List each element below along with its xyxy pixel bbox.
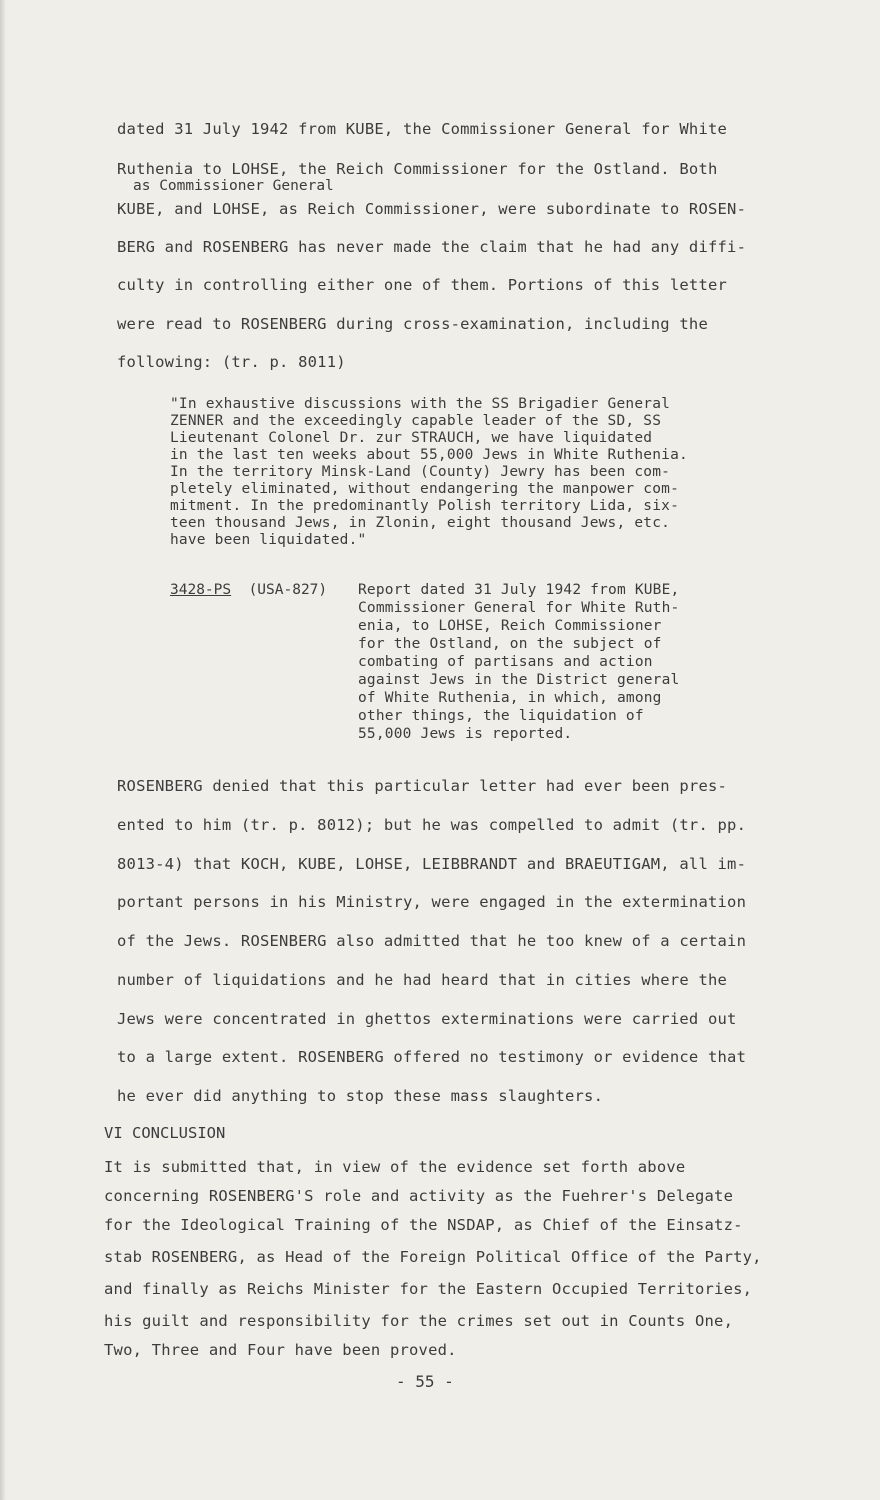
paragraph-1-line: following: (tr. p. 8011) bbox=[117, 353, 346, 371]
quote-line: mitment. In the predominantly Polish territory Lida, six- bbox=[170, 498, 679, 514]
conclusion-line: Two, Three and Four have been proved. bbox=[104, 1341, 457, 1359]
paragraph-2-line: to a large extent. ROSENBERG offered no testimony or evidence that bbox=[117, 1048, 747, 1066]
paragraph-1-line: dated 31 July 1942 from KUBE, the Commissioner General for White bbox=[117, 120, 728, 138]
paragraph-1-line: KUBE, and LOHSE, as Reich Commissioner, were subordinate to ROSEN- bbox=[117, 200, 747, 218]
paragraph-2-line: Jews were concentrated in ghettos exterminations were carried out bbox=[117, 1010, 737, 1028]
reference-description-line: combating of partisans and action bbox=[358, 654, 653, 670]
quote-line: ZENNER and the exceedingly capable leader of the SD, SS bbox=[170, 413, 662, 429]
paragraph-1-line: were read to ROSENBERG during cross-examination, including the bbox=[117, 315, 708, 333]
paragraph-2-line: number of liquidations and he had heard that in cities where the bbox=[117, 971, 728, 989]
conclusion-line: and finally as Reichs Minister for the Eastern Occupied Territories, bbox=[104, 1280, 753, 1298]
paragraph-2-line: ROSENBERG denied that this particular letter had ever been pres- bbox=[117, 777, 728, 795]
paragraph-1-line: BERG and ROSENBERG has never made the claim that he had any diffi- bbox=[117, 238, 747, 256]
reference-description-line: Report dated 31 July 1942 from KUBE, bbox=[358, 582, 680, 598]
document-code: 3428-PS bbox=[170, 582, 232, 598]
quote-line: In the territory Minsk-Land (County) Jewry has been com- bbox=[170, 464, 671, 480]
reference-description-line: of White Ruthenia, in which, among bbox=[358, 690, 662, 706]
page-number: - 55 - bbox=[396, 1372, 454, 1391]
quote-line: have been liquidated." bbox=[170, 532, 367, 548]
paragraph-2-line: he ever did anything to stop these mass slaughters. bbox=[117, 1087, 604, 1105]
conclusion-line: stab ROSENBERG, as Head of the Foreign Political Office of the Party, bbox=[104, 1248, 762, 1266]
paragraph-2-line: of the Jews. ROSENBERG also admitted that he too knew of a certain bbox=[117, 932, 747, 950]
quote-line: pletely eliminated, without endangering the manpower com- bbox=[170, 481, 679, 497]
reference-description-line: 55,000 Jews is reported. bbox=[358, 726, 573, 742]
quote-line: in the last ten weeks about 55,000 Jews in White Ruthenia. bbox=[170, 447, 688, 463]
paragraph-1-line: Ruthenia to LOHSE, the Reich Commissioner for the Ostland. Both bbox=[117, 160, 718, 178]
quote-line: Lieutenant Colonel Dr. zur STRAUCH, we have liquidated bbox=[170, 430, 653, 446]
quote-line: "In exhaustive discussions with the SS Brigadier General bbox=[170, 396, 671, 412]
document-reference-id bbox=[170, 582, 327, 598]
paragraph-2-line: portant persons in his Ministry, were engaged in the extermination bbox=[117, 893, 747, 911]
conclusion-line: for the Ideological Training of the NSDAP, as Chief of the Einsatz- bbox=[104, 1216, 743, 1234]
reference-description-line: Commissioner General for White Ruth- bbox=[358, 600, 680, 616]
paragraph-2-line: 8013-4) that KOCH, KUBE, LOHSE, LEIBBRANDT and BRAEUTIGAM, all im- bbox=[117, 855, 747, 873]
reference-description-line: for the Ostland, on the subject of bbox=[358, 636, 662, 652]
reference-description-line: enia, to LOHSE, Reich Commissioner bbox=[358, 618, 662, 634]
conclusion-line: It is submitted that, in view of the evidence set forth above bbox=[104, 1158, 686, 1176]
reference-description-line: other things, the liquidation of bbox=[358, 708, 644, 724]
conclusion-line: his guilt and responsibility for the crimes set out in Counts One, bbox=[104, 1312, 734, 1330]
reference-description-line: against Jews in the District general bbox=[358, 672, 680, 688]
section-heading: VI CONCLUSION bbox=[104, 1124, 226, 1142]
paragraph-2-line: ented to him (tr. p. 8012); but he was compelled to admit (tr. pp. bbox=[117, 816, 747, 834]
quote-line: teen thousand Jews, in Zlonin, eight thousand Jews, etc. bbox=[170, 515, 671, 531]
conclusion-line: concerning ROSENBERG'S role and activity as the Fuehrer's Delegate bbox=[104, 1187, 734, 1205]
handwritten-insertion: as Commissioner General bbox=[133, 178, 334, 194]
exhibit-number: (USA-827) bbox=[248, 582, 328, 598]
paragraph-1-line: culty in controlling either one of them. Portions of this letter bbox=[117, 276, 728, 294]
